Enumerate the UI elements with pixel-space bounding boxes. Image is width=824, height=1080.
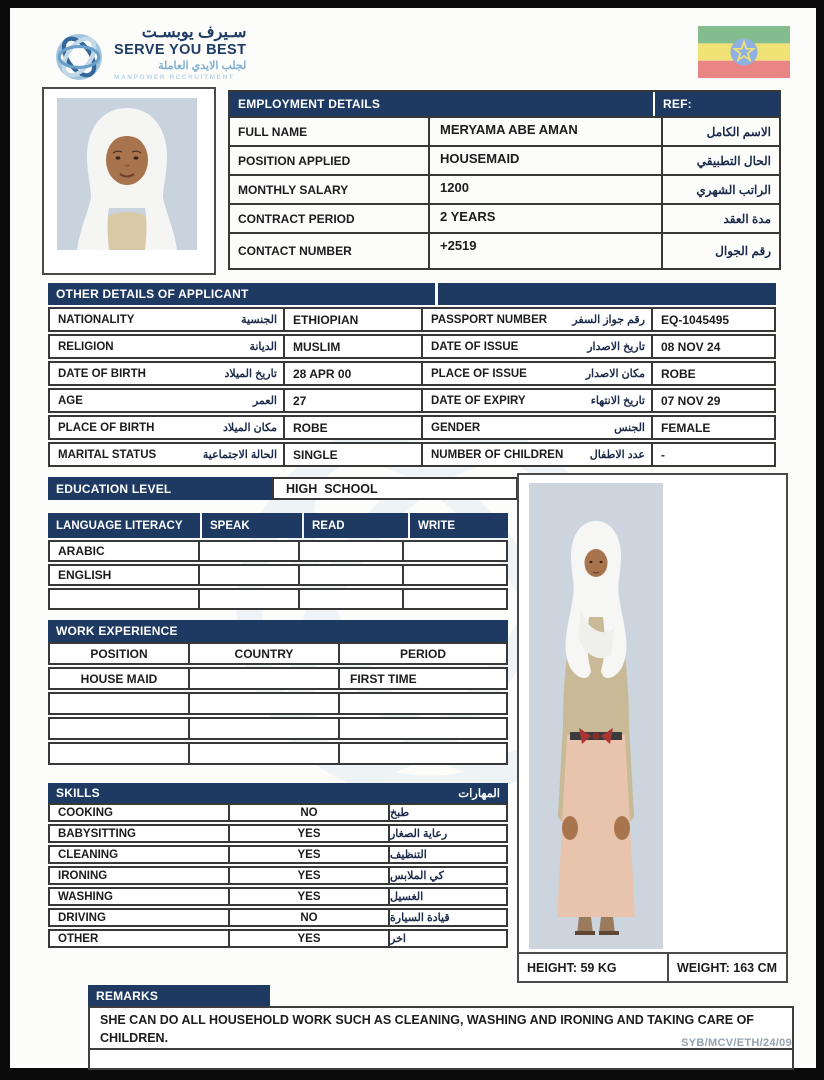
field-value: 07 NOV 29	[651, 388, 776, 413]
column-header: READ	[304, 513, 408, 538]
table-row	[48, 742, 508, 765]
skill-label-arabic: قيادة السيارة	[388, 908, 508, 927]
field-value: SINGLE	[283, 442, 423, 467]
skills-header	[48, 783, 508, 803]
field-label-arabic: مدة العقد	[723, 211, 771, 226]
field-label: CONTRACT PERIOD	[238, 211, 355, 226]
skill-label: OTHER	[48, 929, 230, 948]
skills-title-arabic: المهارات	[458, 788, 500, 800]
table-row	[230, 145, 779, 174]
field-value: FEMALE	[651, 415, 776, 440]
field-label-arabic: العمر	[252, 395, 277, 407]
table-row	[48, 929, 508, 948]
ref-header: REF:	[655, 92, 779, 116]
field-label-arabic: الحال التطبيقي	[696, 153, 771, 168]
height-weight-row	[519, 952, 786, 981]
work-experience-header: WORK EXPERIENCE	[48, 620, 508, 642]
table-row	[48, 415, 776, 440]
table-row	[230, 174, 779, 203]
table-row	[48, 361, 776, 386]
period-cell	[338, 742, 508, 765]
field-value: 28 APR 00	[283, 361, 423, 386]
field-value: 08 NOV 24	[651, 334, 776, 359]
remarks-header: REMARKS	[88, 985, 270, 1006]
field-value: EQ-1045495	[651, 307, 776, 332]
table-row	[48, 824, 508, 843]
position-cell: HOUSE MAID	[48, 667, 190, 690]
speak-cell	[198, 588, 300, 610]
skill-label: WASHING	[48, 887, 230, 906]
agency-logo	[52, 24, 246, 84]
logo-arabic-subtitle: لجلب الايدي العاملة	[158, 60, 247, 73]
table-row	[48, 540, 508, 562]
position-cell	[48, 717, 190, 740]
field-label: CONTACT NUMBER	[238, 244, 352, 258]
skill-label-arabic: الغسيل	[388, 887, 508, 906]
field-label: PASSPORT NUMBER	[431, 313, 548, 326]
country-cell	[188, 692, 340, 715]
portrait-image	[57, 98, 197, 250]
field-label: MARITAL STATUS	[58, 448, 157, 461]
position-cell	[48, 692, 190, 715]
field-value: MUSLIM	[283, 334, 423, 359]
column-header: PERIOD	[338, 642, 508, 665]
table-row	[48, 334, 776, 359]
skill-label: IRONING	[48, 866, 230, 885]
field-label-arabic: الحالة الاجتماعية	[202, 449, 277, 461]
table-row	[48, 803, 508, 822]
skill-value: NO	[228, 803, 390, 822]
field-value: ROBE	[651, 361, 776, 386]
table-row	[230, 232, 779, 268]
skills-title: SKILLS	[56, 786, 100, 800]
education-level-value: HIGH SCHOOL	[272, 477, 518, 500]
field-label: PLACE OF ISSUE	[431, 367, 527, 380]
skill-label-arabic: رعاية الصغار	[388, 824, 508, 843]
write-cell	[402, 564, 508, 586]
field-label-arabic: مكان الميلاد	[222, 422, 277, 434]
skill-label: DRIVING	[48, 908, 230, 927]
table-row	[48, 388, 776, 413]
field-label: NATIONALITY	[58, 313, 135, 326]
skill-label-arabic: طبخ	[388, 803, 508, 822]
field-label: FULL NAME	[238, 124, 308, 139]
table-row	[48, 887, 508, 906]
table-row	[48, 588, 508, 610]
country-cell	[188, 667, 340, 690]
skill-label-arabic: كي الملابس	[388, 866, 508, 885]
field-label: NUMBER OF CHILDREN	[431, 448, 564, 461]
field-label-arabic: تاريخ الميلاد	[224, 368, 277, 380]
table-row	[230, 203, 779, 232]
skill-label-arabic: اخر	[388, 929, 508, 948]
skill-label: COOKING	[48, 803, 230, 822]
field-label-arabic: تاريخ الاصدار	[587, 341, 645, 353]
read-cell	[298, 588, 404, 610]
field-label: DATE OF BIRTH	[58, 367, 146, 380]
field-value: +2519	[428, 234, 663, 268]
column-header: SPEAK	[202, 513, 302, 538]
table-row	[48, 866, 508, 885]
skill-value: YES	[228, 866, 390, 885]
field-label-arabic: عدد الاطفال	[589, 449, 645, 461]
logo-arabic-title: سـيرف يوبسـت	[141, 24, 247, 41]
field-label: DATE OF ISSUE	[431, 340, 519, 353]
field-label: MONTHLY SALARY	[238, 182, 349, 197]
cv-document-page	[10, 8, 816, 1068]
logo-tagline: MANPOWER RECRUITMENT	[114, 74, 235, 82]
field-label: PLACE OF BIRTH	[58, 421, 155, 434]
position-cell	[48, 742, 190, 765]
period-cell	[338, 717, 508, 740]
speak-cell	[198, 540, 300, 562]
read-cell	[298, 540, 404, 562]
field-label-arabic: تاريخ الانتهاء	[590, 395, 645, 407]
remarks-empty-row	[88, 1050, 794, 1070]
field-label-arabic: رقم الجوال	[715, 244, 771, 258]
fullbody-image	[529, 483, 663, 949]
table-row	[48, 717, 508, 740]
skill-value: YES	[228, 824, 390, 843]
column-header: COUNTRY	[188, 642, 340, 665]
column-header: LANGUAGE LITERACY	[48, 513, 200, 538]
field-label-arabic: الديانة	[249, 341, 277, 353]
globe-rings-icon	[52, 30, 106, 84]
skill-value: NO	[228, 908, 390, 927]
speak-cell	[198, 564, 300, 586]
skills-table	[48, 803, 508, 950]
applicant-portrait-photo	[42, 87, 216, 275]
table-row	[48, 692, 508, 715]
logo-title: SERVE YOU BEST	[114, 41, 247, 58]
field-label-arabic: الجنس	[614, 422, 645, 434]
field-value: 1200	[428, 176, 663, 203]
field-value: ROBE	[283, 415, 423, 440]
language-literacy-table	[48, 513, 508, 612]
skill-label: BABYSITTING	[48, 824, 230, 843]
work-experience-table	[48, 642, 508, 767]
column-header: WRITE	[410, 513, 508, 538]
field-label-arabic: الاسم الكامل	[706, 124, 771, 139]
field-value: -	[651, 442, 776, 467]
column-header: POSITION	[48, 642, 190, 665]
table-row	[48, 845, 508, 864]
table-row	[48, 442, 776, 467]
table-row	[48, 564, 508, 586]
table-row	[230, 116, 779, 145]
other-details-header	[48, 283, 776, 305]
remarks-text: SHE CAN DO ALL HOUSEHOLD WORK SUCH AS CLEANING, WASHING AND IRONING AND TAKING CARE OF CHILDREN.	[88, 1006, 794, 1050]
period-cell	[338, 692, 508, 715]
field-label: AGE	[58, 394, 83, 407]
period-cell: FIRST TIME	[338, 667, 508, 690]
applicant-fullbody-photo	[517, 473, 788, 983]
table-header-row	[48, 642, 508, 665]
other-details-table	[48, 283, 776, 469]
country-cell	[188, 717, 340, 740]
skill-value: YES	[228, 887, 390, 906]
skill-value: YES	[228, 845, 390, 864]
weight-value: WEIGHT: 163 CM	[677, 960, 778, 975]
write-cell	[402, 540, 508, 562]
field-label-arabic: الجنسية	[241, 314, 277, 326]
height-value: HEIGHT: 59 KG	[519, 954, 669, 981]
field-label: POSITION APPLIED	[238, 153, 351, 168]
skill-value: YES	[228, 929, 390, 948]
field-value: 27	[283, 388, 423, 413]
table-row	[48, 307, 776, 332]
field-value: HOUSEMAID	[428, 147, 663, 174]
field-value: ETHIOPIAN	[283, 307, 423, 332]
country-cell	[188, 742, 340, 765]
field-value: MERYAMA ABE AMAN	[428, 118, 663, 145]
field-value: 2 YEARS	[428, 205, 663, 232]
field-label: GENDER	[431, 421, 481, 434]
language-name: ENGLISH	[48, 564, 200, 586]
employment-details-header: EMPLOYMENT DETAILS	[230, 92, 653, 116]
education-level-header: EDUCATION LEVEL	[48, 477, 272, 500]
language-name	[48, 588, 200, 610]
table-row	[48, 667, 508, 690]
read-cell	[298, 564, 404, 586]
write-cell	[402, 588, 508, 610]
field-label: RELIGION	[58, 340, 114, 353]
field-label-arabic: الراتب الشهري	[696, 182, 771, 197]
field-label-arabic: مكان الاصدار	[585, 368, 645, 380]
table-row	[48, 908, 508, 927]
language-name: ARABIC	[48, 540, 200, 562]
employment-details-table	[228, 90, 781, 270]
field-label: DATE OF EXPIRY	[431, 394, 526, 407]
skill-label-arabic: التنظيف	[388, 845, 508, 864]
field-label-arabic: رقم جواز السفر	[572, 314, 645, 326]
other-details-title: OTHER DETAILS OF APPLICANT	[56, 287, 249, 301]
document-code: SYB/MCV/ETH/24/09	[681, 1037, 792, 1049]
ethiopia-flag-icon	[698, 26, 790, 78]
skill-label: CLEANING	[48, 845, 230, 864]
